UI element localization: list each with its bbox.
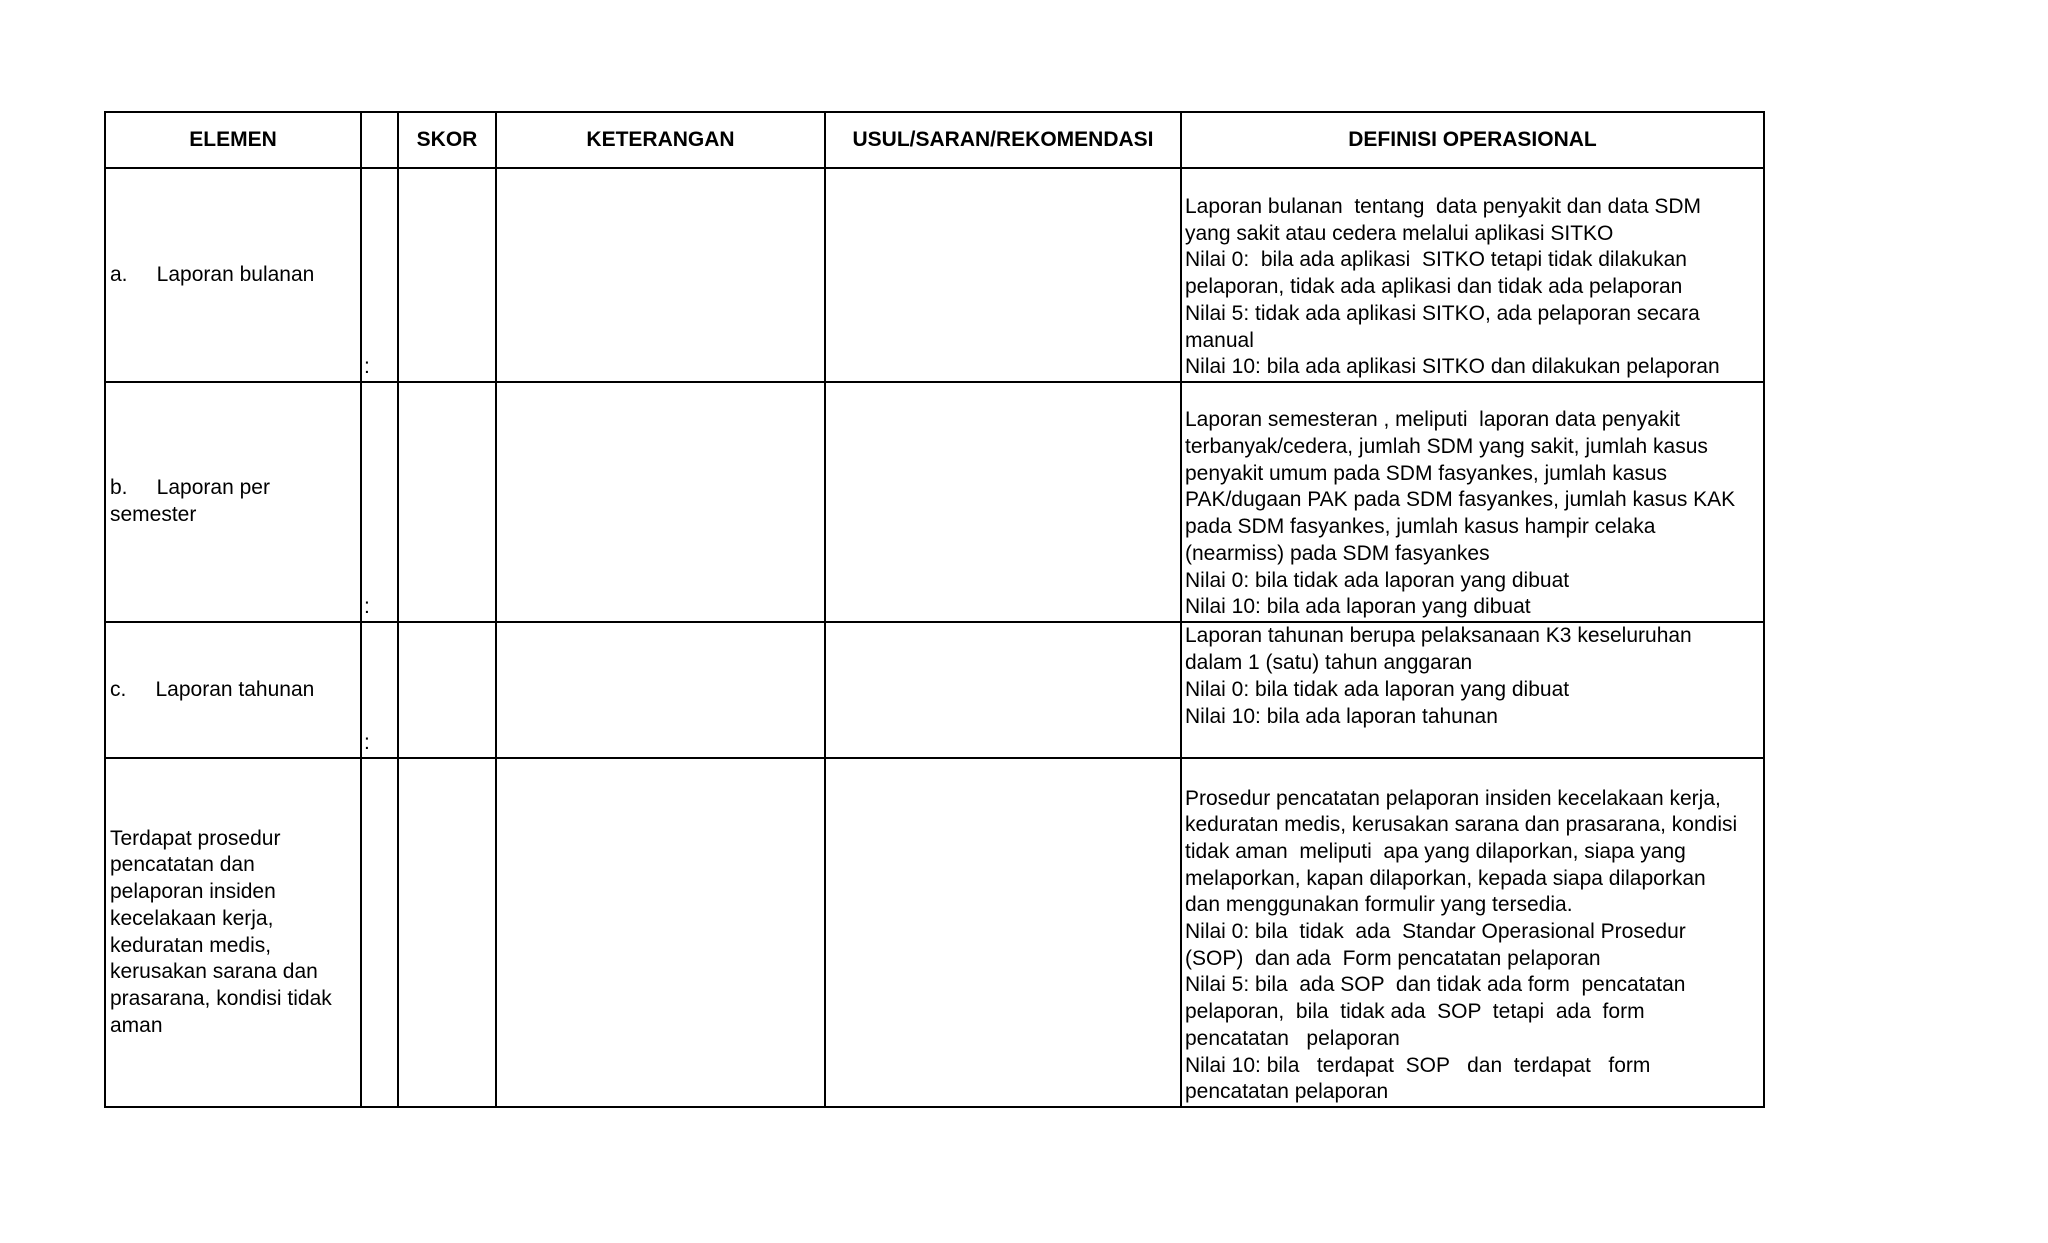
keterangan-cell[interactable] <box>496 622 825 758</box>
colon-cell: : <box>361 622 398 758</box>
header-elemen: ELEMEN <box>105 112 361 168</box>
definisi-cell: Prosedur pencatatan pelaporan insiden kecelakaan kerja, keduratan medis, kerusakan sarana dan prasarana, kondisi tidak aman meliputi apa yang dilaporkan, siapa yang melaporkan, kapan dilaporkan, kepada siapa dilaporkan dan menggunakan formulir yang tersedia. Nilai 0: bila tidak ada Standar Operasional Prosedur (SOP) dan ada Form pencatatan pelaporan Nilai 5: bila ada SOP dan tidak ada form pencatatan pelaporan, bila tidak ada SOP tetapi ada form pencatatan pelaporan Nilai 10: bila terdapat SOP dan terdapat form pencatatan pelaporan <box>1181 758 1764 1107</box>
header-blank <box>361 112 398 168</box>
header-usul: USUL/SARAN/REKOMENDASI <box>825 112 1181 168</box>
usul-cell[interactable] <box>825 758 1181 1107</box>
assessment-table <box>104 111 1765 1108</box>
usul-cell[interactable] <box>825 168 1181 382</box>
skor-cell[interactable] <box>398 168 496 382</box>
skor-cell[interactable] <box>398 622 496 758</box>
keterangan-cell[interactable] <box>496 758 825 1107</box>
elemen-cell <box>105 168 361 382</box>
keterangan-cell[interactable] <box>496 382 825 622</box>
header-row <box>105 112 1764 168</box>
table-row <box>105 758 1764 1107</box>
definisi-cell: Laporan bulanan tentang data penyakit dan data SDM yang sakit atau cedera melalui aplikasi SITKO Nilai 0: bila ada aplikasi SITKO tetapi tidak dilakukan pelaporan, tidak ada aplikasi dan tidak ada pelaporan Nilai 5: tidak ada aplikasi SITKO, ada pelaporan secara manual Nilai 10: bila ada aplikasi SITKO dan dilakukan pelaporan <box>1181 168 1764 382</box>
colon-cell: : <box>361 168 398 382</box>
definisi-cell: Laporan semesteran , meliputi laporan data penyakit terbanyak/cedera, jumlah SDM yang sakit, jumlah kasus penyakit umum pada SDM fasyankes, jumlah kasus PAK/dugaan PAK pada SDM fasyankes, jumlah kasus KAK pada SDM fasyankes, jumlah kasus hampir celaka (nearmiss) pada SDM fasyankes Nilai 0: bila tidak ada laporan yang dibuat Nilai 10: bila ada laporan yang dibuat <box>1181 382 1764 622</box>
elemen-cell <box>105 622 361 758</box>
usul-cell[interactable] <box>825 622 1181 758</box>
skor-cell[interactable] <box>398 382 496 622</box>
elemen-cell <box>105 382 361 622</box>
usul-cell[interactable] <box>825 382 1181 622</box>
definisi-cell: Laporan tahunan berupa pelaksanaan K3 keseluruhan dalam 1 (satu) tahun anggaran Nilai 0: bila tidak ada laporan yang dibuat Nilai 10: bila ada laporan tahunan <box>1181 622 1764 758</box>
table-row <box>105 382 1764 622</box>
elemen-text: a. Laporan bulanan <box>110 262 315 286</box>
header-skor: SKOR <box>398 112 496 168</box>
skor-cell[interactable] <box>398 758 496 1107</box>
table-row <box>105 168 1764 382</box>
colon-cell: : <box>361 382 398 622</box>
elemen-cell <box>105 758 361 1107</box>
elemen-text: Terdapat prosedur pencatatan dan pelaporan insiden kecelakaan kerja, keduratan medis, kerusakan sarana dan prasarana, kondisi tidak aman <box>110 826 332 1037</box>
elemen-text: c. Laporan tahunan <box>110 677 315 701</box>
elemen-text: b. Laporan per semester <box>110 476 270 526</box>
table-row <box>105 622 1764 758</box>
header-definisi: DEFINISI OPERASIONAL <box>1181 112 1764 168</box>
colon-cell <box>361 758 398 1107</box>
keterangan-cell[interactable] <box>496 168 825 382</box>
header-keterangan: KETERANGAN <box>496 112 825 168</box>
